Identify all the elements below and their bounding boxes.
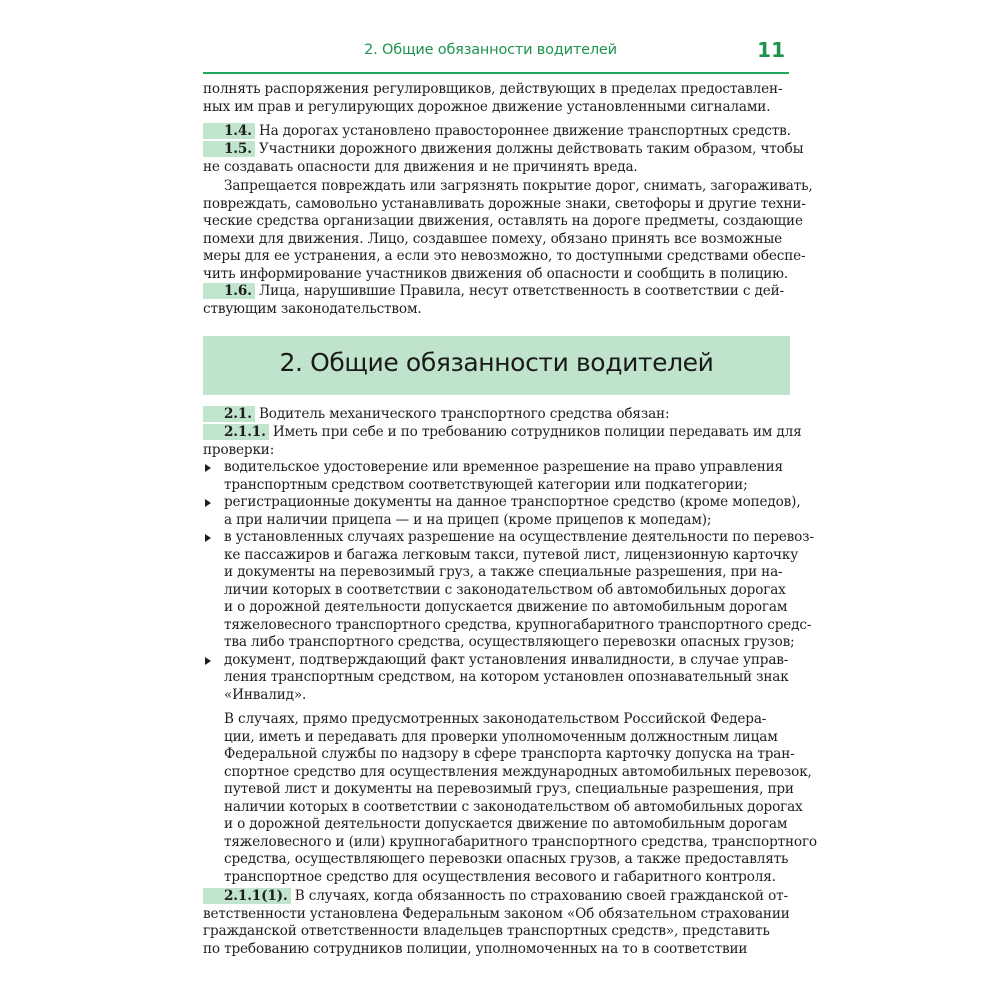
text-line: ствующим законодательством. — [203, 300, 422, 317]
text-line: ных им прав и регулирующих дорожное движение установленными сигналами. — [203, 98, 771, 115]
text-line: «Инвалид». — [224, 686, 307, 703]
section-banner — [203, 336, 790, 395]
text-line: по требованию сотрудников полиции, уполномоченных на то в соответствии — [203, 940, 748, 957]
document-list — [203, 459, 814, 704]
triangle-bullet-icon — [205, 534, 211, 542]
rule-number: 1.6. — [203, 283, 255, 299]
text-line: ления транспортным средством, на котором установлен опознавательный знак — [224, 669, 789, 685]
rule-2-1 — [203, 406, 810, 424]
text-line: транспортное средство для осуществления весового и габаритного контроля. — [224, 868, 776, 885]
paragraph-continuation — [203, 81, 789, 116]
rule-number: 2.1.1. — [203, 424, 269, 440]
paragraph-international — [203, 711, 817, 886]
list-item — [203, 652, 789, 705]
text-line: помехи для движения. Лицо, создавшее помеху, обязано принять все возможные — [203, 230, 783, 247]
text-line: меры для ее устранения, а если это невозможно, то доступными средствами обеспе- — [203, 248, 806, 264]
text-line: транспортным средством соответствующей категории или подкатегории; — [224, 476, 748, 493]
text-line: в установленных случаях разрешение на осуществление деятельности по перевоз- — [224, 529, 814, 545]
text-line: водительское удостоверение или временное разрешение на право управления — [224, 459, 783, 475]
text-line: тяжеловесного и (или) крупногабаритного транспортного средства, транспортного — [224, 833, 817, 850]
triangle-bullet-icon — [205, 464, 211, 472]
rule-number: 1.5. — [203, 141, 255, 157]
rule-number: 2.1. — [203, 406, 255, 422]
text-line: В случаях, прямо предусмотренных законодательством Российской Федера- — [224, 711, 767, 727]
text-line: спортное средство для осуществления международных автомобильных перевозок, — [224, 763, 812, 780]
text-line: полнять распоряжения регулировщиков, действующих в пределах предоставлен- — [203, 81, 783, 97]
list-item — [203, 459, 789, 494]
text-line: документ, подтверждающий факт установления инвалидности, в случае управ- — [224, 651, 789, 668]
text-line: наличии которых в соответствии с законодательством об автомобильных дорогах — [224, 798, 803, 815]
text-line: Федеральной службы по надзору в сфере транспорта карточку допуска на тран- — [224, 746, 795, 762]
rule-1-6 — [203, 283, 810, 318]
page-number: 11 — [757, 38, 785, 62]
text-line: Запрещается повреждать или загрязнять покрытие дорог, снимать, загораживать, — [224, 178, 813, 194]
text-line: Участники дорожного движения должны действовать таким образом, чтобы — [254, 141, 804, 157]
text-line: проверки: — [203, 441, 275, 458]
text-line: тяжеловесного транспортного средства, крупногабаритного транспортного средс- — [224, 616, 812, 633]
text-line: ветственности установлена Федеральным законом «Об обязательном страховании — [203, 905, 790, 922]
list-item — [203, 494, 801, 529]
rule-2-1-1-1 — [203, 888, 810, 958]
text-line: Иметь при себе и по требованию сотрудников полиции передавать им для — [268, 424, 802, 440]
text-line: ческие средства организации движения, оставлять на дороге предметы, создающие — [203, 213, 803, 229]
text-line: гражданской ответственности владельцев транспортных средств», представить — [203, 923, 770, 939]
running-header — [203, 38, 789, 74]
text-line: ке пассажиров и багажа легковым такси, путевой лист, лицензионную карточку — [224, 546, 799, 563]
rule-number: 2.1.1(1). — [203, 888, 291, 904]
text-line: и документы на перевозимый груз, а также специальные разрешения, при на- — [224, 564, 783, 580]
rule-1-5 — [203, 141, 810, 176]
rule-1-4 — [203, 123, 810, 141]
paragraph-prohibitions — [203, 178, 813, 283]
text-line: На дорогах установлено правостороннее движение транспортных средств. — [254, 123, 791, 139]
text-line: личии которых в соответствии с законодательством об автомобильных дорогах — [224, 581, 786, 598]
triangle-bullet-icon — [205, 499, 211, 507]
text-line: Лица, нарушившие Правила, несут ответственность в соответствии с дей- — [254, 283, 784, 299]
list-item — [203, 529, 814, 652]
text-line: повреждать, самовольно устанавливать дорожные знаки, светофоры и другие техни- — [203, 195, 806, 212]
text-line: ции, иметь и передавать для проверки уполномоченным должностным лицам — [224, 728, 778, 745]
text-line: В случаях, когда обязанность по страхованию своей гражданской от- — [290, 888, 788, 904]
triangle-bullet-icon — [205, 657, 211, 665]
text-line: Водитель механического транспортного средства обязан: — [254, 406, 670, 422]
rule-number: 1.4. — [203, 123, 255, 139]
text-line: не создавать опасности для движения и не причинять вреда. — [203, 158, 638, 175]
text-line: и о дорожной деятельности допускается движение по автомобильным дорогам — [224, 816, 788, 832]
rule-2-1-1 — [203, 424, 810, 459]
text-line: а при наличии прицепа — и на прицеп (кроме прицепов к мопедам); — [224, 511, 712, 528]
text-line: тва либо транспортного средства, осуществляющего перевозки опасных грузов; — [224, 634, 795, 650]
running-header-title: 2. Общие обязанности водителей — [364, 42, 617, 58]
text-line: путевой лист и документы на перевозимый груз, специальные разрешения, при — [224, 781, 794, 797]
text-line: и о дорожной деятельности допускается движение по автомобильным дорогам — [224, 599, 788, 615]
text-line: чить информирование участников движения об опасности и сообщить в полицию. — [203, 265, 789, 282]
text-line: средства, осуществляющего перевозки опасных грузов, а также предоставлять — [224, 851, 789, 867]
section-title: 2. Общие обязанности водителей — [279, 348, 714, 377]
text-line: регистрационные документы на данное транспортное средство (кроме мопедов), — [224, 494, 801, 510]
